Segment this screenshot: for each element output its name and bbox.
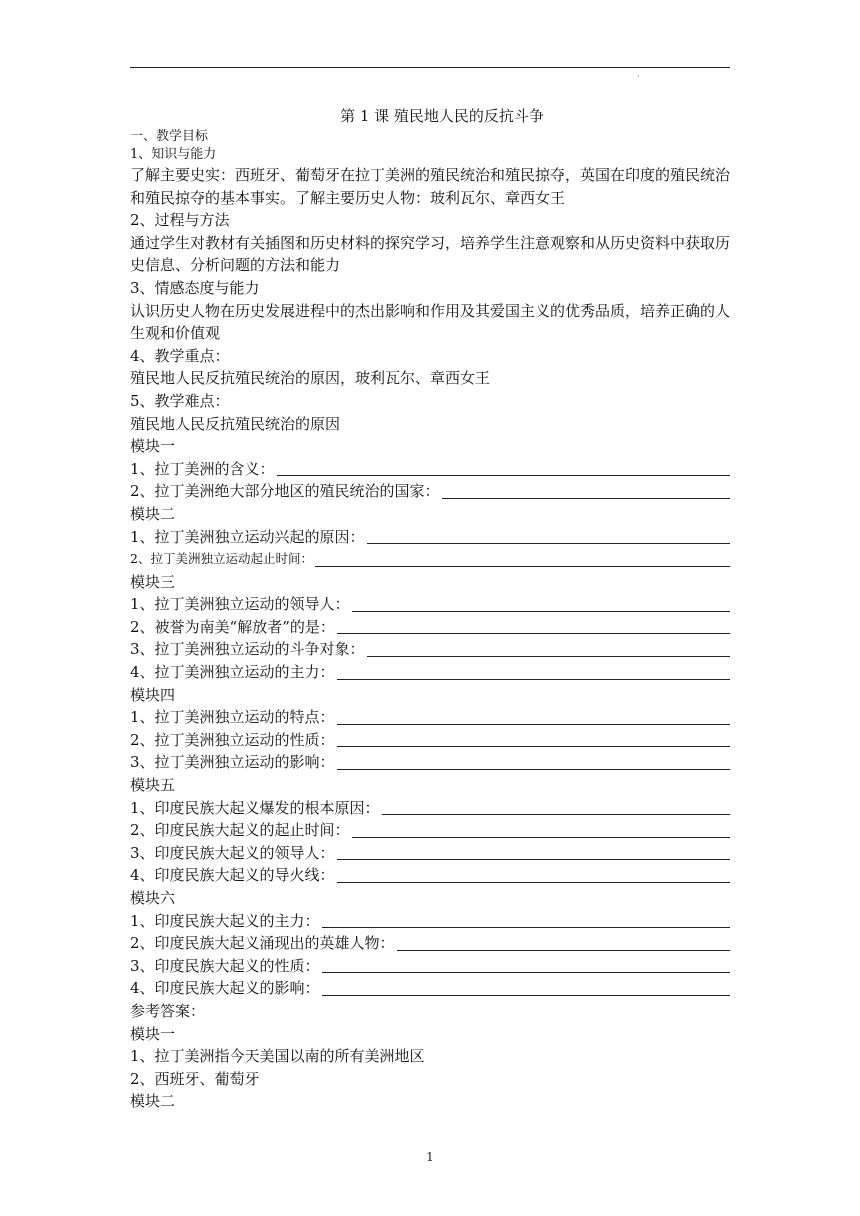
answer-blank[interactable] xyxy=(337,769,730,770)
module-title: 模块一 xyxy=(130,437,176,456)
answer-blank[interactable] xyxy=(352,837,730,838)
objectives-heading: 一、教学目标 xyxy=(130,129,209,144)
attitude-heading: 3、情感态度与能力 xyxy=(130,278,260,297)
answer-blank[interactable] xyxy=(382,814,730,815)
document-body xyxy=(130,105,730,1113)
question-label: 2、被誉为南美“解放者”的是： xyxy=(130,617,335,636)
answer-blank[interactable] xyxy=(367,656,730,657)
answer-blank[interactable] xyxy=(277,475,730,476)
module-title: 模块六 xyxy=(130,889,176,907)
answer-blank[interactable] xyxy=(352,611,730,612)
answer-blank[interactable] xyxy=(337,859,730,860)
answer-blank[interactable] xyxy=(337,679,730,680)
knowledge-heading: 1、知识与能力 xyxy=(130,147,217,162)
question-row xyxy=(130,864,730,887)
question-label: 4、拉丁美洲独立运动的主力： xyxy=(130,663,335,682)
module-title: 模块五 xyxy=(130,776,176,795)
difficult-points-text: 殖民地人民反抗殖民统治的原因 xyxy=(130,414,341,433)
answer-blank[interactable] xyxy=(442,498,730,499)
answer-blank[interactable] xyxy=(367,543,730,544)
header-rule xyxy=(130,67,730,68)
question-row xyxy=(130,910,730,933)
key-points-text: 殖民地人民反抗殖民统治的原因，玻利瓦尔、章西女王 xyxy=(130,369,491,388)
question-label: 1、印度民族大起义的主力： xyxy=(130,911,320,930)
answer-item: 2、西班牙、葡萄牙 xyxy=(130,1069,260,1088)
question-row xyxy=(130,593,730,616)
answer-blank[interactable] xyxy=(337,633,730,634)
question-label: 3、拉丁美洲独立运动的影响： xyxy=(130,753,335,772)
question-row xyxy=(130,797,730,820)
question-row xyxy=(130,706,730,729)
question-label: 2、拉丁美洲绝大部分地区的殖民统治的国家： xyxy=(130,482,440,501)
question-row xyxy=(130,616,730,639)
key-points-heading: 4、教学重点： xyxy=(130,346,230,365)
answer-blank[interactable] xyxy=(337,724,730,725)
attitude-text: 认识历史人物在历史发展进程中的杰出影响和作用及其爱国主义的优秀品质，培养正确的人生观和价值观 xyxy=(130,301,731,343)
knowledge-text: 了解主要史实：西班牙、葡萄牙在拉丁美洲的殖民统治和殖民掠夺，英国在印度的殖民统治和殖民掠夺的基本事实。了解主要历史人物：玻利瓦尔、章西女王 xyxy=(130,166,731,207)
question-label: 3、拉丁美洲独立运动的斗争对象： xyxy=(130,640,365,659)
question-row xyxy=(130,661,730,684)
difficult-points-heading: 5、教学难点： xyxy=(130,391,230,410)
answer-blank[interactable] xyxy=(315,566,730,567)
page-number: 1 xyxy=(426,1150,434,1164)
question-row xyxy=(130,729,730,752)
question-label: 2、拉丁美洲独立运动起止时间： xyxy=(130,551,313,567)
question-row xyxy=(130,955,730,978)
question-row xyxy=(130,458,730,481)
answer-item: 1、拉丁美洲指今天美国以南的所有美洲地区 xyxy=(130,1047,425,1066)
page-title: 第 1 课 殖民地人民的反抗斗争 xyxy=(340,107,544,125)
question-row xyxy=(130,932,730,955)
answer-blank[interactable] xyxy=(397,950,730,951)
question-label: 1、拉丁美洲的含义： xyxy=(130,459,275,478)
module-title: 模块四 xyxy=(130,685,176,704)
header-mark: · xyxy=(637,72,640,81)
question-row xyxy=(130,548,730,571)
question-row xyxy=(130,977,730,1000)
question-label: 2、印度民族大起义涌现出的英雄人物： xyxy=(130,934,395,953)
question-row xyxy=(130,638,730,661)
module-title: 模块二 xyxy=(130,504,176,523)
answers-heading: 参考答案： xyxy=(130,1001,206,1020)
question-row xyxy=(130,842,730,865)
answer-module-title: 模块二 xyxy=(130,1092,176,1111)
process-text: 通过学生对教材有关插图和历史材料的探究学习，培养学生注意观察和从历史资料中获取历史信息、分析问题的方法和能力 xyxy=(130,233,731,275)
question-label: 1、印度民族大起义爆发的根本原因： xyxy=(130,798,380,817)
question-label: 2、印度民族大起义的起止时间： xyxy=(130,821,350,840)
question-row xyxy=(130,480,730,503)
question-label: 1、拉丁美洲独立运动兴起的原因： xyxy=(130,527,365,546)
answer-blank[interactable] xyxy=(337,746,730,747)
question-label: 4、印度民族大起义的影响： xyxy=(130,979,320,998)
question-label: 3、印度民族大起义的领导人： xyxy=(130,843,335,862)
module-title: 模块三 xyxy=(130,572,176,591)
question-row xyxy=(130,751,730,774)
answer-module-title: 模块一 xyxy=(130,1024,176,1043)
process-heading: 2、过程与方法 xyxy=(130,211,230,230)
question-label: 3、印度民族大起义的性质： xyxy=(130,956,320,975)
answer-blank[interactable] xyxy=(322,995,730,996)
question-label: 2、拉丁美洲独立运动的性质： xyxy=(130,730,335,749)
question-label: 1、拉丁美洲独立运动的特点： xyxy=(130,708,335,727)
question-row xyxy=(130,526,730,549)
answer-blank[interactable] xyxy=(337,882,730,883)
question-label: 1、拉丁美洲独立运动的领导人： xyxy=(130,595,350,614)
answer-blank[interactable] xyxy=(322,927,730,928)
question-label: 4、印度民族大起义的导火线： xyxy=(130,866,335,885)
answer-blank[interactable] xyxy=(322,972,730,973)
question-row xyxy=(130,819,730,842)
